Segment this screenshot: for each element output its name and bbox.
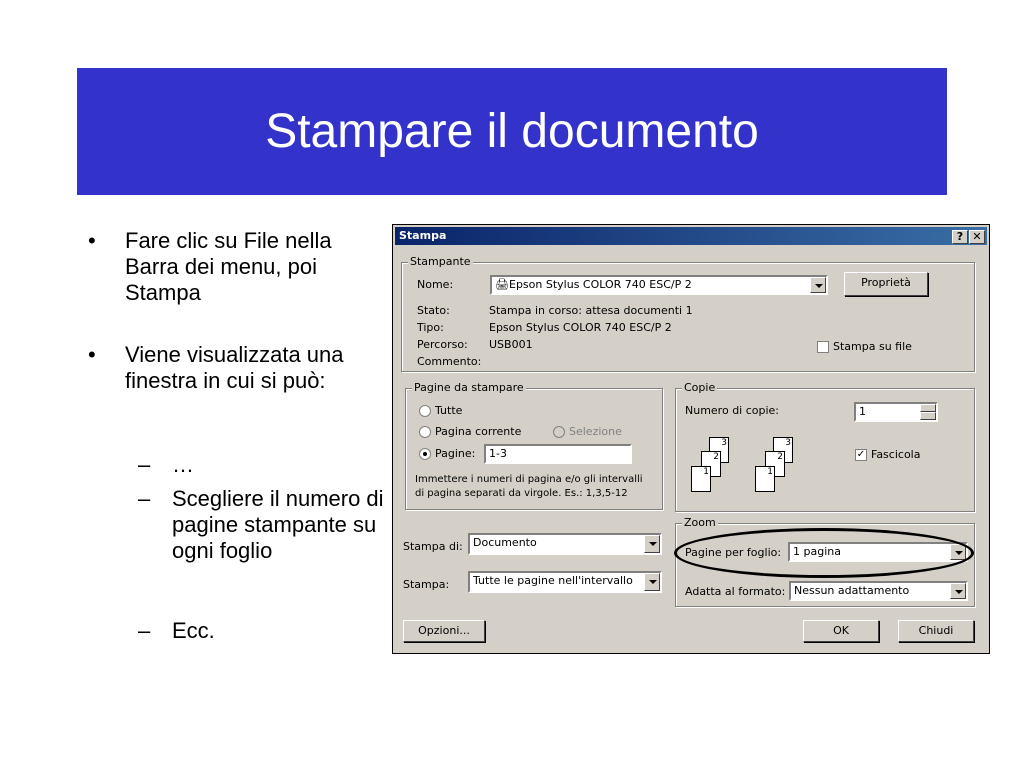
bullet-symbol: •: [88, 228, 96, 253]
collate-label: Fascicola: [871, 448, 921, 461]
page-icon: 3: [709, 437, 729, 463]
pages-per-sheet-label: Pagine per foglio:: [685, 546, 782, 559]
close-button[interactable]: Chiudi: [898, 620, 974, 642]
chevron-down-icon[interactable]: [644, 573, 660, 591]
subbullet-symbol: –: [138, 618, 151, 643]
print-to-file-label: Stampa su file: [833, 340, 912, 353]
scale-value: Nessun adattamento: [794, 584, 910, 597]
highlight-oval: [674, 528, 974, 578]
status-label: Stato:: [417, 304, 450, 317]
page-icon: 1: [755, 466, 775, 492]
page-icon: 3: [773, 437, 793, 463]
pages-hint-1: Immettere i numeri di pagina e/o gli intervalli: [415, 474, 643, 485]
page-icon: 2: [765, 451, 785, 477]
type-label: Tipo:: [417, 321, 444, 334]
pages-input[interactable]: 1-3: [484, 444, 632, 464]
path-value: USB001: [489, 338, 533, 351]
subbullet-text: …: [172, 452, 194, 477]
status-value: Stampa in corso: attesa documenti 1: [489, 304, 693, 317]
all-radio[interactable]: [419, 405, 431, 417]
properties-button[interactable]: Proprietà: [844, 272, 928, 296]
pages-hint-2: di pagina separati da virgole. Es.: 1,3,5-12: [415, 488, 628, 499]
print-what-select[interactable]: [468, 533, 662, 555]
pages-radio[interactable]: [419, 448, 431, 460]
zoom-group-label: Zoom: [684, 516, 716, 529]
print-label: Stampa:: [403, 578, 450, 591]
page-icon: 1: [691, 466, 711, 492]
chevron-down-icon[interactable]: [810, 277, 826, 293]
print-what-label: Stampa di:: [403, 540, 463, 553]
comment-label: Commento:: [417, 355, 482, 368]
dialog-titlebar[interactable]: [395, 227, 987, 245]
all-label: Tutte: [435, 404, 463, 417]
scale-select[interactable]: [789, 581, 968, 601]
subbullet-text: Scegliere il numero di pagine stampante su ogni foglio: [172, 486, 384, 563]
spin-down-icon[interactable]: [920, 412, 936, 420]
collate-checkbox[interactable]: ✓: [856, 449, 866, 460]
help-button[interactable]: ?: [952, 230, 968, 244]
print-what-value: Documento: [473, 536, 537, 549]
bullet-text: Fare clic su File nella Barra dei menu, poi Stampa: [125, 228, 332, 305]
copies-value: 1: [859, 405, 866, 418]
close-icon[interactable]: ✕: [969, 230, 985, 244]
printer-select-value: Epson Stylus COLOR 740 ESC/P 2: [509, 278, 692, 291]
chevron-down-icon[interactable]: [950, 583, 966, 599]
spin-up-icon[interactable]: [920, 404, 936, 412]
print-dialog: [392, 224, 990, 654]
printer-group-label: Stampante: [410, 255, 471, 268]
print-range-select[interactable]: [468, 571, 662, 593]
subbullet-symbol: –: [138, 452, 151, 477]
current-page-radio[interactable]: [419, 426, 431, 438]
page-icon: 2: [701, 451, 721, 477]
type-value: Epson Stylus COLOR 740 ESC/P 2: [489, 321, 672, 334]
subbullet-text: Ecc.: [172, 618, 215, 643]
bullet-text: Viene visualizzata una finestra in cui si può:: [125, 342, 344, 393]
options-button[interactable]: Opzioni...: [403, 620, 485, 642]
pages-label: Pagine:: [435, 447, 476, 460]
title-band: [77, 68, 947, 195]
print-to-file-checkbox[interactable]: [817, 341, 829, 353]
chevron-down-icon[interactable]: [644, 535, 660, 553]
copies-label: Numero di copie:: [685, 404, 780, 417]
current-page-label: Pagina corrente: [435, 425, 522, 438]
bullet-symbol: •: [88, 342, 96, 367]
copies-stepper[interactable]: [854, 402, 938, 422]
printer-name-label: Nome:: [417, 278, 454, 291]
dialog-title: Stampa: [399, 229, 447, 242]
path-label: Percorso:: [417, 338, 468, 351]
scale-label: Adatta al formato:: [685, 585, 786, 598]
selection-label: Selezione: [569, 425, 622, 438]
subbullet-symbol: –: [138, 486, 151, 511]
print-range-value: Tutte le pagine nell'intervallo: [473, 574, 633, 587]
ok-button[interactable]: OK: [803, 620, 879, 642]
copies-group-label: Copie: [684, 381, 716, 394]
pages-per-sheet-value: 1 pagina: [793, 545, 841, 558]
printer-select[interactable]: [490, 275, 828, 295]
slide-title: Stampare il documento: [265, 105, 759, 158]
printer-icon: 🖨: [495, 278, 509, 291]
selection-radio[interactable]: [553, 426, 565, 438]
pages-group-label: Pagine da stampare: [414, 381, 524, 394]
